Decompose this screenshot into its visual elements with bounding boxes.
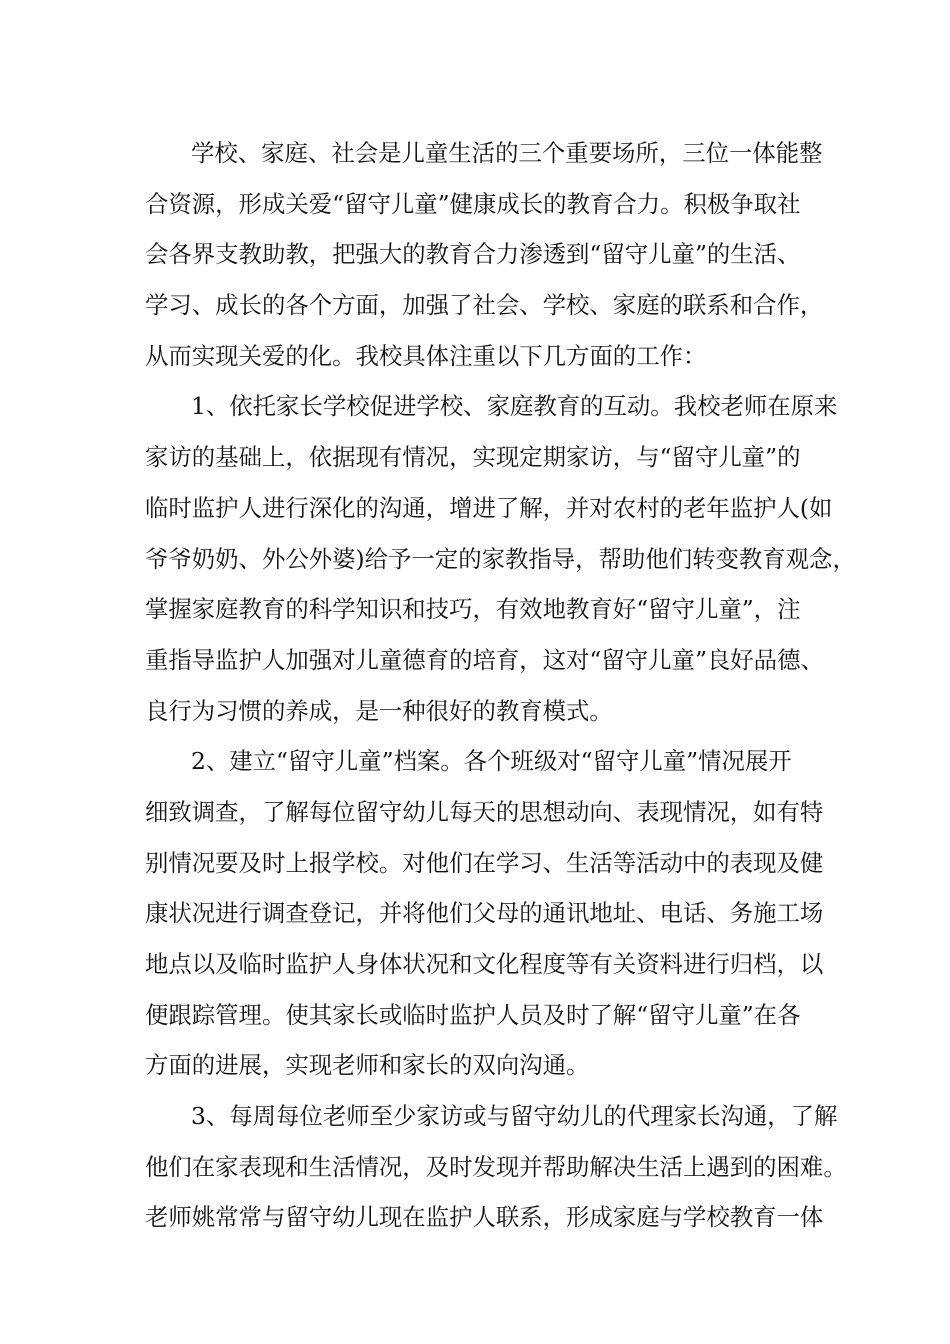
paragraph-intro-line: 从而实现关爱的化。我校具体注重以下几方面的工作： — [145, 341, 707, 370]
paragraph-1-line: 重指导监护人加强对儿童德育的培育，这对“留守儿童”良好品德、 — [145, 645, 824, 674]
paragraph-1-line: 良行为习惯的养成，是一种很好的教育模式。 — [145, 696, 613, 725]
paragraph-2-line: 地点以及临时监护人身体状况和文化程度等有关资料进行归档，以 — [145, 950, 824, 978]
paragraph-1-line: 家访的基础上，依据现有情况，实现定期家访，与“留守儿童”的 — [145, 443, 801, 472]
paragraph-3-line: 他们在家表现和生活情况，及时发现并帮助解决生活上遇到的困难。 — [145, 1152, 847, 1181]
paragraph-3-line: 老师姚常常与留守幼儿现在监护人联系，形成家庭与学校教育一体 — [145, 1203, 824, 1232]
paragraph-2-line: 细致调查，了解每位留守幼儿每天的思想动向、表现情况，如有特 — [145, 797, 824, 826]
document-body — [145, 128, 856, 1243]
paragraph-intro-line: 学校、家庭、社会是儿童生活的三个重要场所，三位一体能整 — [191, 139, 823, 167]
paragraph-intro-line: 合资源，形成关爱“留守儿童”健康成长的教育合力。积极争取社 — [145, 189, 801, 218]
paragraph-2-line: 便跟踪管理。使其家长或临时监护人员及时了解“留守儿童”在各 — [145, 1000, 801, 1029]
paragraph-2-line: 2、建立“留守儿童”档案。各个班级对“留守儿童”情况展开 — [191, 747, 792, 776]
paragraph-2-line: 别情况要及时上报学校。对他们在学习、生活等活动中的表现及健 — [145, 848, 824, 877]
paragraph-1-line: 掌握家庭教育的科学知识和技巧，有效地教育好“留守儿童”，注 — [145, 595, 801, 624]
paragraph-3-line: 3、每周每位老师至少家访或与留守幼儿的代理家长沟通，了解 — [191, 1102, 838, 1131]
paragraph-2-line: 康状况进行调查登记，并将他们父母的通讯地址、电话、务施工场 — [145, 899, 824, 928]
paragraph-1-line: 1、依托家长学校促进学校、家庭教育的互动。我校老师在原来 — [191, 392, 838, 421]
paragraph-intro-line: 会各界支教助教，把强大的教育合力渗透到“留守儿童”的生活、 — [145, 240, 801, 269]
paragraph-2-line: 方面的进展，实现老师和家长的双向沟通。 — [145, 1051, 590, 1080]
paragraph-intro-line: 学习、成长的各个方面，加强了社会、学校、家庭的联系和合作， — [145, 291, 824, 320]
paragraph-1-line: 爷爷奶奶、外公外婆)给予一定的家教指导，帮助他们转变教育观念， — [145, 544, 856, 573]
paragraph-1-line: 临时监护人进行深化的沟通，增进了解，并对农村的老年监护人(如 — [145, 493, 833, 522]
